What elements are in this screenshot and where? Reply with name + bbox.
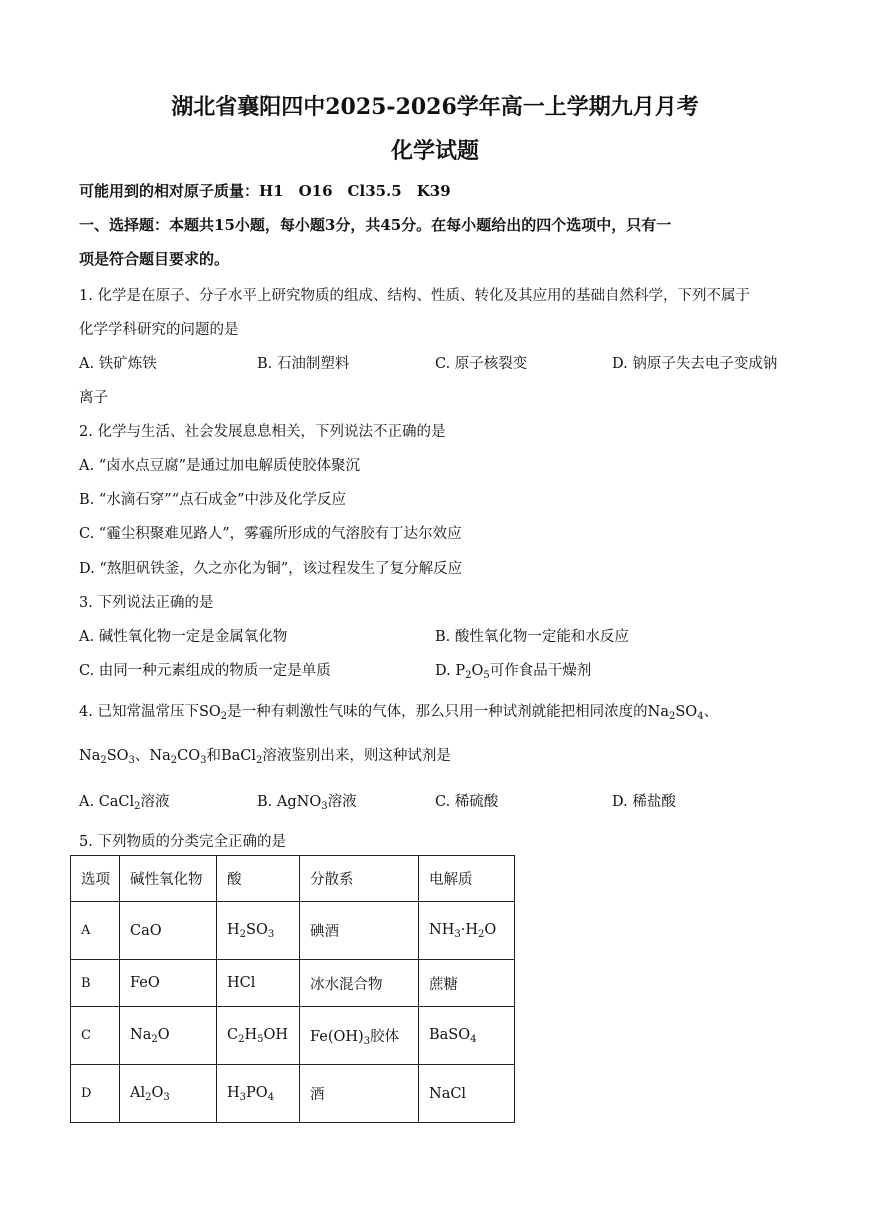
q3-option-d: D. $P_2O_5$可作食品干燥剂 <box>435 663 592 681</box>
q1-stem-line2: 化学学科研究的问题的是 <box>79 322 239 338</box>
exam-title: 湖北省襄阳四中2025-2026学年高一上学期九月月考 <box>171 94 699 120</box>
table-cell: C <box>71 1007 120 1065</box>
table-header-cell: 酸 <box>217 856 300 902</box>
table-header-row <box>71 856 515 902</box>
table-cell: $C_2H_5OH$ <box>217 1007 300 1065</box>
table-cell: A <box>71 902 120 960</box>
q4-stem-line1: 4. 已知常温常压下$SO_2$是一种有刺激性气味的气体，那么只用一种试剂就能把相同浓度的$Na_2SO_4$、 <box>79 704 719 722</box>
q2-option-c: C. “霾尘积聚难见路人”，雾霾所形成的气溶胶有丁达尔效应 <box>79 526 462 542</box>
q3-stem: 3. 下列说法正确的是 <box>79 595 214 611</box>
table-header-cell: 碱性氧化物 <box>120 856 217 902</box>
table-cell: NaCl <box>419 1065 515 1123</box>
table-cell: HCl <box>217 960 300 1007</box>
q1-option-c: C. 原子核裂变 <box>435 356 528 372</box>
q3-option-a: A. 碱性氧化物一定是金属氧化物 <box>79 629 288 645</box>
atomic-mass-line: 可能用到的相对原子质量：H1 O16 Cl35.5 K39 <box>79 182 451 200</box>
table-cell: $Fe(OH)_3$胶体 <box>300 1007 419 1065</box>
q4-option-c: C. 稀硫酸 <box>435 794 499 810</box>
table-cell: $Al_2O_3$ <box>120 1065 217 1123</box>
table-header-cell: 电解质 <box>419 856 515 902</box>
q4-option-a: A. CaCl$_2$溶液 <box>79 794 170 812</box>
q4-option-b: B. AgNO$_3$溶液 <box>257 794 357 812</box>
q1-option-b: B. 石油制塑料 <box>257 356 350 372</box>
table-row <box>71 960 515 1007</box>
q5-stem: 5. 下列物质的分类完全正确的是 <box>79 834 286 850</box>
table-header-cell: 选项 <box>71 856 120 902</box>
q2-option-a: A. “卤水点豆腐”是通过加电解质使胶体聚沉 <box>79 458 361 474</box>
table-cell: 碘酒 <box>300 902 419 960</box>
q3-option-b: B. 酸性氧化物一定能和水反应 <box>435 629 629 645</box>
table-row <box>71 1007 515 1065</box>
section-heading-line2: 项是符合题目要求的。 <box>79 250 230 268</box>
table-cell: B <box>71 960 120 1007</box>
q2-option-b: B. “水滴石穿”“点石成金”中涉及化学反应 <box>79 492 347 508</box>
table-row <box>71 1065 515 1123</box>
exam-subtitle: 化学试题 <box>390 138 479 164</box>
table-cell: BaSO$_4$ <box>419 1007 515 1065</box>
table-cell: $H_2SO_3$ <box>217 902 300 960</box>
q2-stem: 2. 化学与生活、社会发展息息相关，下列说法不正确的是 <box>79 424 446 440</box>
q1-option-a: A. 铁矿炼铁 <box>79 356 157 372</box>
table-cell: $Na_2O$ <box>120 1007 217 1065</box>
q4-stem-line2: $Na_2SO_3$、$Na_2CO_3$和BaCl$_2$溶液鉴别出来，则这种试剂是 <box>79 748 451 766</box>
table-cell: $H_3PO_4$ <box>217 1065 300 1123</box>
section-heading-line1: 一、选择题：本题共15小题，每小题3分，共45分。在每小题给出的四个选项中，只有一 <box>79 216 672 234</box>
q4-option-d: D. 稀盐酸 <box>612 794 676 810</box>
q3-option-c: C. 由同一种元素组成的物质一定是单质 <box>79 663 331 679</box>
table-cell: 酒 <box>300 1065 419 1123</box>
q1-option-d: D. 钠原子失去电子变成钠 <box>612 356 778 372</box>
q2-option-d: D. “熬胆矾铁釜，久之亦化为铜”，该过程发生了复分解反应 <box>79 561 463 577</box>
q1-stem-line1: 1. 化学是在原子、分子水平上研究物质的组成、结构、性质、转化及其应用的基础自然科学，下列不属于 <box>79 288 750 304</box>
table-row <box>71 902 515 960</box>
classification-table <box>70 855 515 1123</box>
table-cell: D <box>71 1065 120 1123</box>
table-cell: CaO <box>120 902 217 960</box>
table-header-cell: 分散系 <box>300 856 419 902</box>
q1-option-d-cont: 离子 <box>79 390 108 406</box>
table-cell: 蔗糖 <box>419 960 515 1007</box>
table-cell: FeO <box>120 960 217 1007</box>
table-cell: 冰水混合物 <box>300 960 419 1007</box>
table-cell: $NH_3\cdot H_2O$ <box>419 902 515 960</box>
